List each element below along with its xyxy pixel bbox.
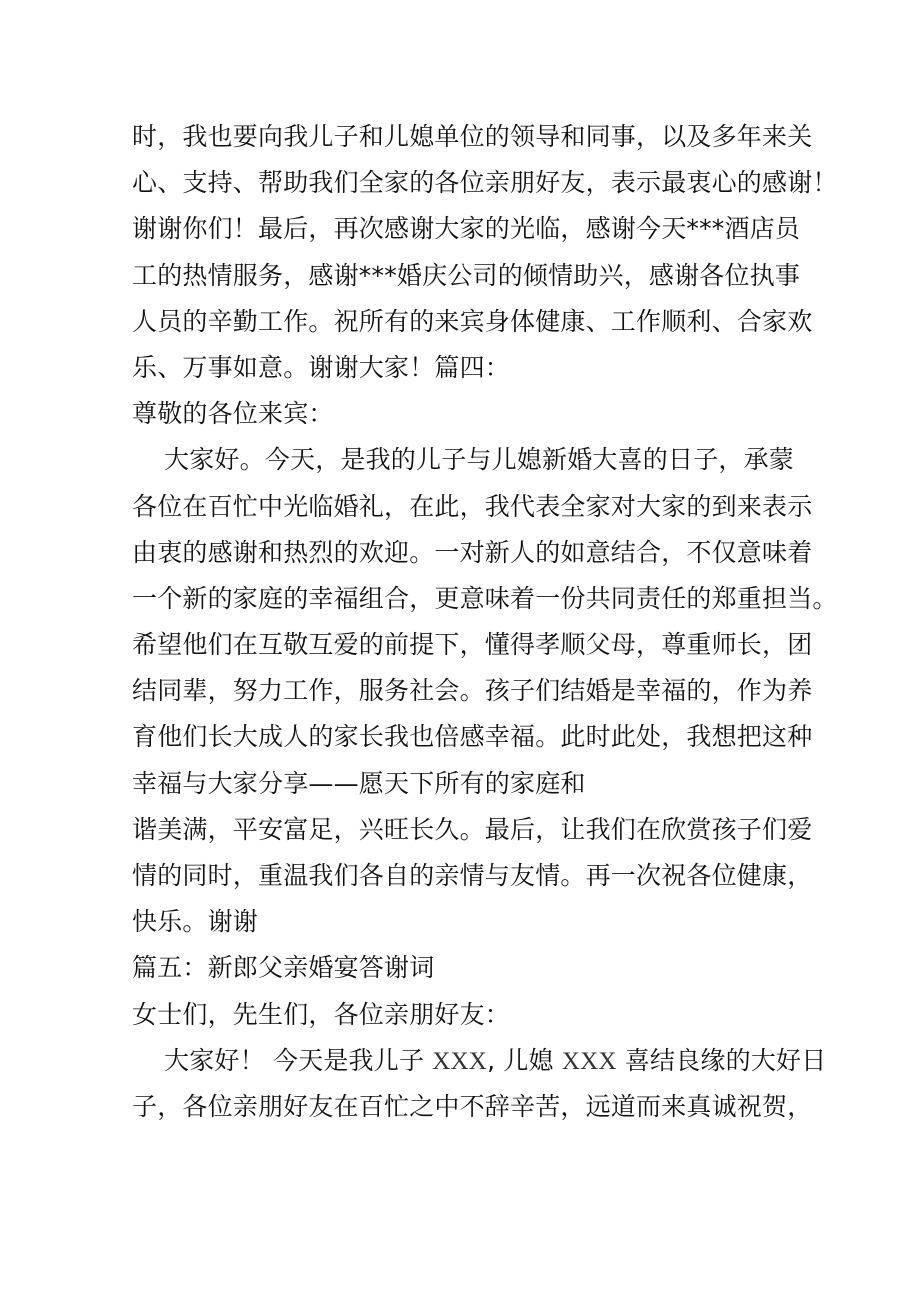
name-placeholder: XXX — [432, 1047, 488, 1075]
text-line: 谐美满，平安富足，兴旺长久。最后，让我们在欣赏孩子们爱 — [132, 814, 813, 844]
text-line: 人员的辛勤工作。祝所有的来宾身体健康、工作顺利、合家欢 — [132, 306, 813, 336]
text-line: 一个新的家庭的幸福组合，更意味着一份共同责任的郑重担当。 — [132, 583, 838, 613]
text-line: 各位在百忙中光临婚礼，在此，我代表全家对大家的到来表示 — [132, 491, 813, 521]
name-placeholder: XXX — [561, 1047, 617, 1075]
document-body — [132, 114, 838, 1130]
text-segment: , 儿媳 — [487, 1045, 562, 1075]
text-line: 由衷的感谢和热烈的欢迎。一对新人的如意结合，不仅意味着 — [132, 537, 813, 567]
text-line: 子，各位亲朋好友在百忙之中不辞辛苦，远道而来真诚祝贺， — [132, 1091, 813, 1121]
salutation: 女士们，先生们，各位亲朋好友： — [132, 999, 511, 1029]
text-segment: 喜结良缘的大好日 — [616, 1045, 827, 1075]
section-heading-part-4: 乐、万事如意。谢谢大家！篇四： — [132, 352, 511, 382]
text-line: 希望他们在互敬互爱的前提下，懂得孝顺父母，尊重师长，团 — [132, 630, 813, 660]
text-line: 工的热情服务，感谢***婚庆公司的倾情助兴，感谢各位执事 — [132, 260, 801, 290]
text-line: 情的同时，重温我们各自的亲情与友情。再一次祝各位健康， — [132, 861, 813, 890]
section-heading-part-5: 篇五：新郎父亲婚宴答谢词 — [132, 953, 435, 983]
text-line: 结同辈，努力工作，服务社会。孩子们结婚是幸福的，作为养 — [132, 676, 813, 706]
text-line: 幸福与大家分享——愿天下所有的家庭和 — [132, 768, 586, 798]
text-segment: 大家好！ 今天是我儿子 — [164, 1045, 433, 1075]
text-line: 谢谢你们！最后，再次感谢大家的光临，感谢今天***酒店员 — [132, 214, 801, 244]
text-line: 育他们长大成人的家长我也倍感幸福。此时此处，我想把这种 — [132, 722, 813, 752]
paragraph-start: 大家好。今天，是我的儿子与儿媳新婚大喜的日子，承蒙 — [164, 445, 795, 475]
text-line: 心、支持、帮助我们全家的各位亲朋好友，表示最衷心的感谢！ — [132, 168, 838, 198]
salutation: 尊敬的各位来宾： — [132, 399, 334, 429]
text-line: 时，我也要向我儿子和儿媳单位的领导和同事，以及多年来关 — [132, 122, 813, 151]
paragraph-start — [132, 1038, 827, 1084]
text-line: 快乐。谢谢 — [132, 907, 259, 937]
